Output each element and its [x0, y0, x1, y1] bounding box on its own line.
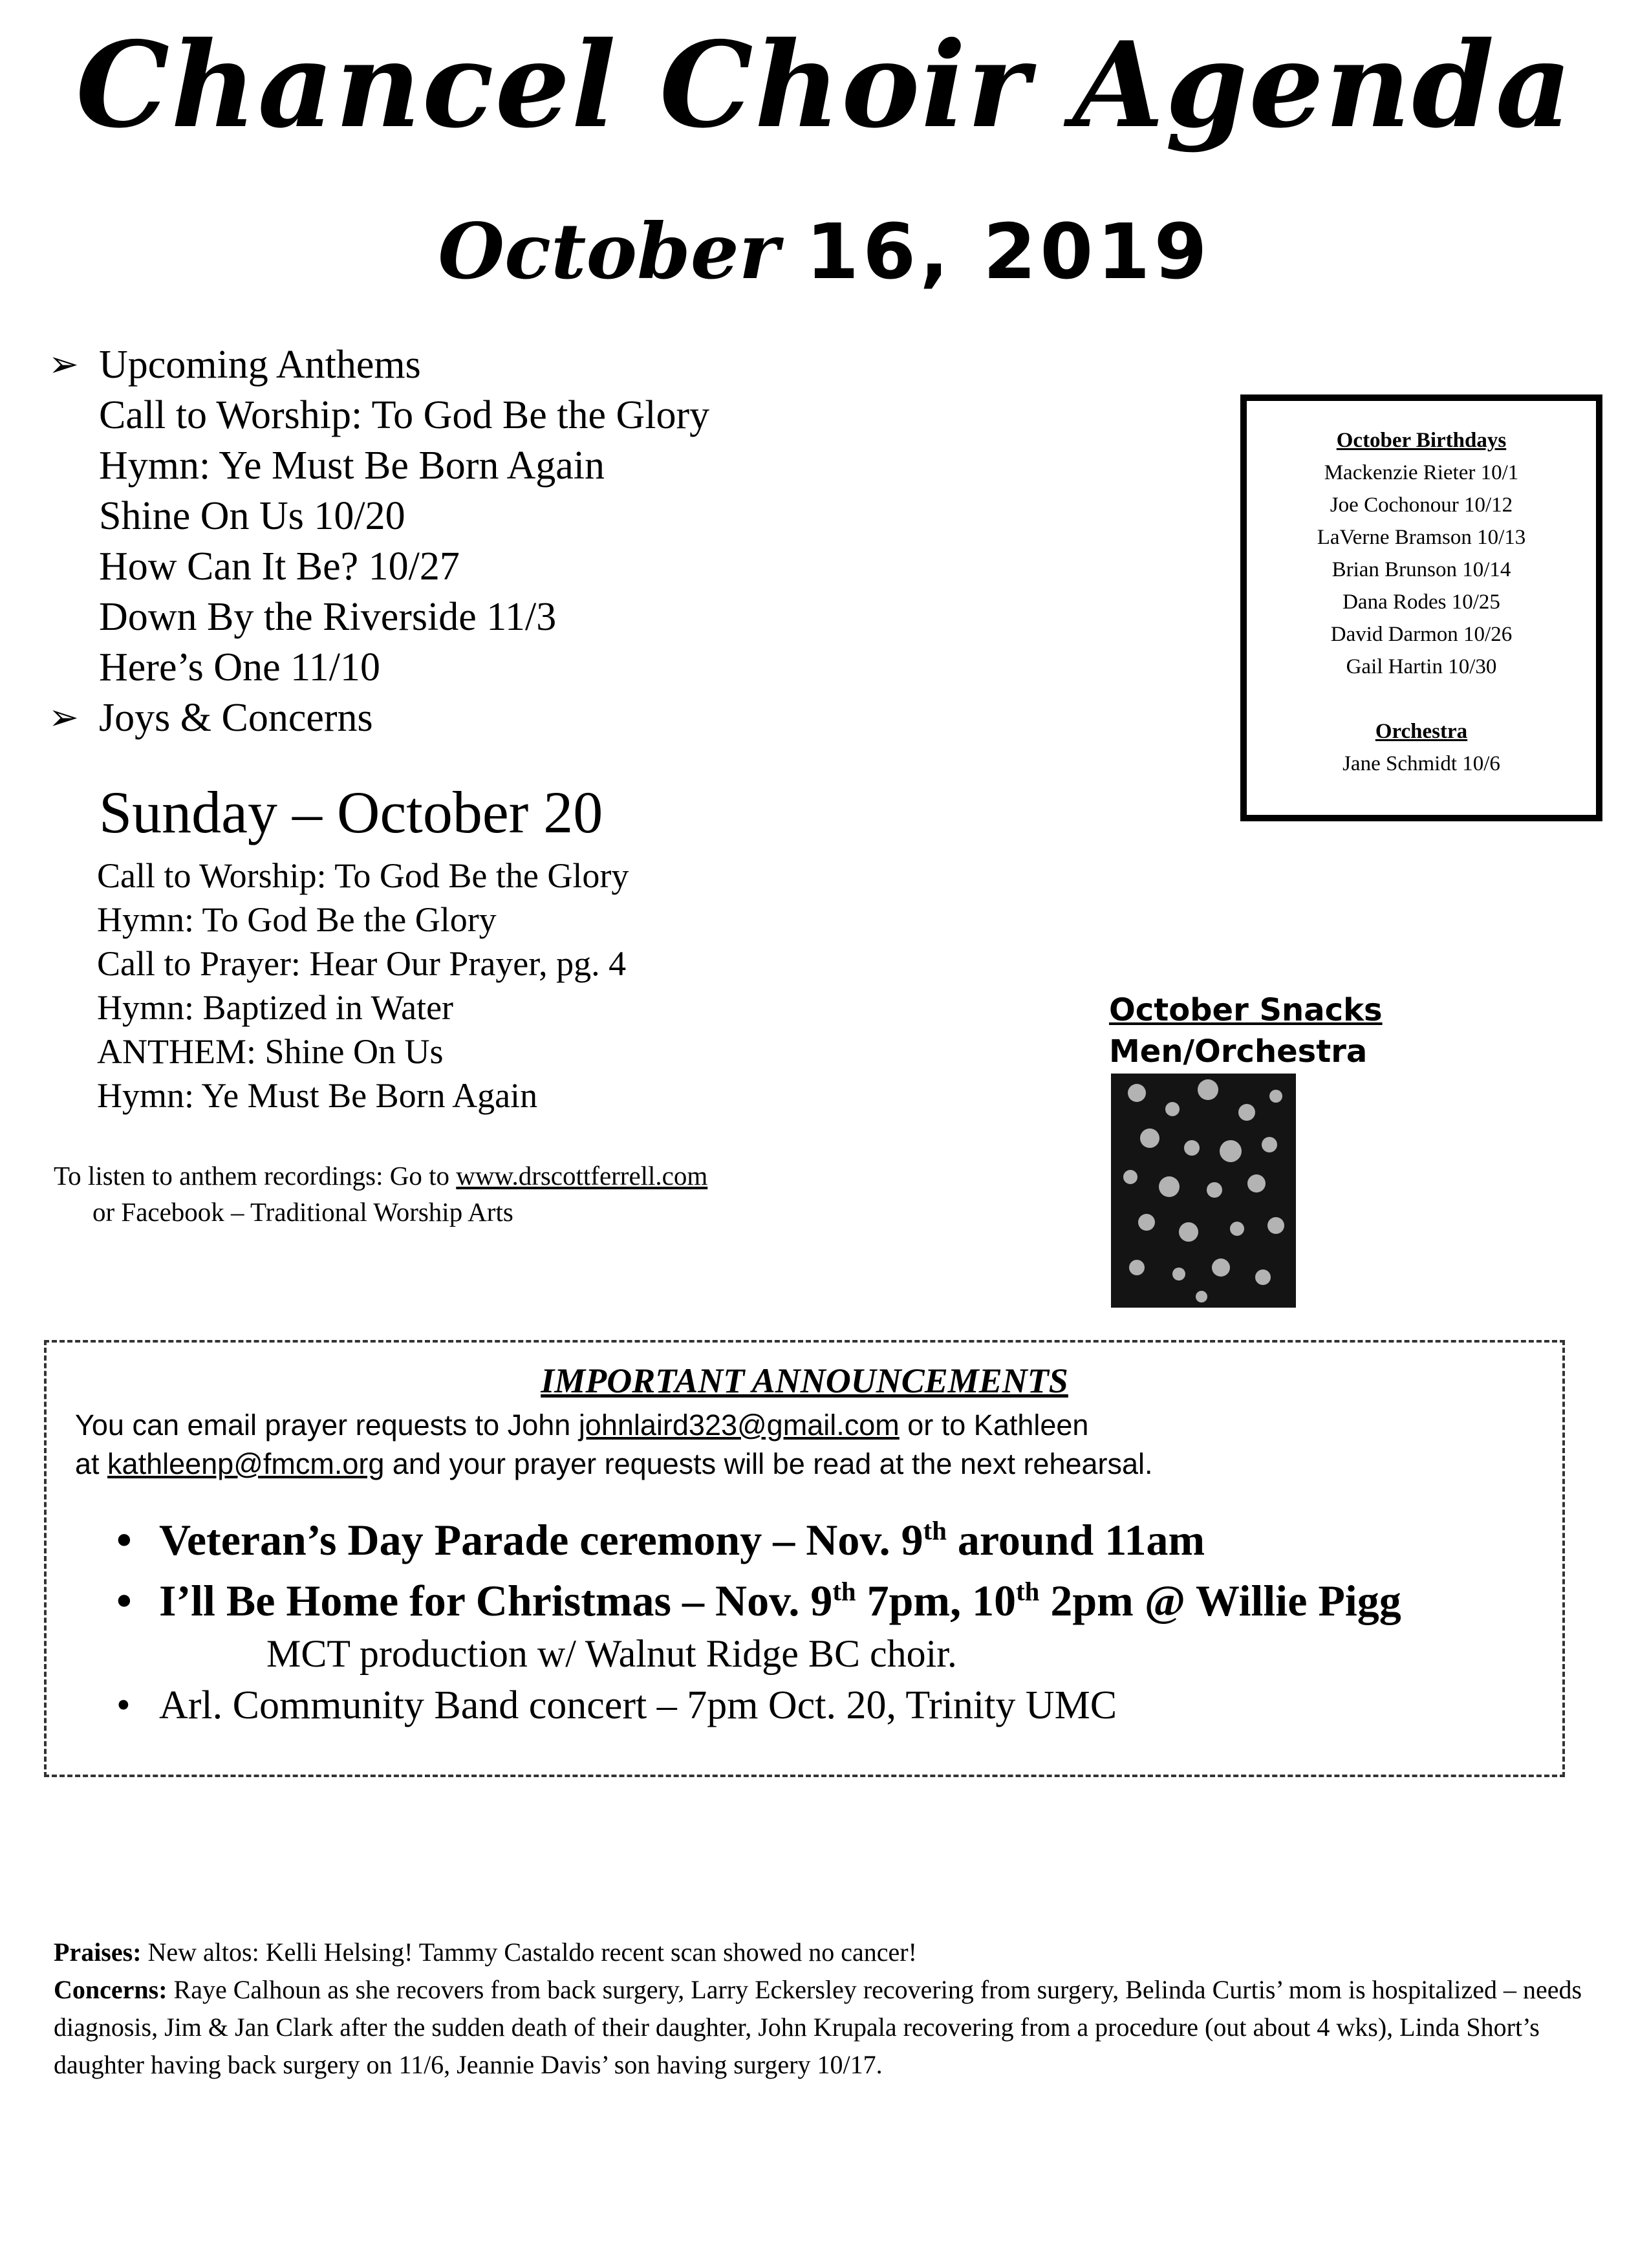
- christmas-show-b: 7pm, 10: [856, 1576, 1017, 1625]
- orchestra-heading: Orchestra: [1375, 720, 1468, 743]
- announcements-list: [111, 1509, 1401, 1734]
- list-item: Hymn: Ye Must Be Born Again: [97, 1076, 538, 1115]
- prayer-line-2-b: and your prayer requests will be read at the next rehearsal.: [384, 1447, 1153, 1480]
- listen-line-1: [54, 1158, 707, 1194]
- sunday-order-list: [97, 854, 629, 1118]
- praises-text: New altos: Kelli Helsing! Tammy Castaldo recent scan showed no cancer!: [141, 1938, 917, 1967]
- listen-line-2: or Facebook – Traditional Worship Arts: [92, 1197, 513, 1227]
- date-month: October: [438, 206, 779, 296]
- praises-line: [54, 1934, 1593, 1971]
- list-item: [111, 1570, 1401, 1631]
- list-item: [111, 1509, 1401, 1570]
- list-item: How Can It Be? 10/27: [99, 545, 460, 589]
- arrow-bullet-icon: ➢: [48, 698, 79, 738]
- joys-concerns-label: Joys & Concerns: [99, 696, 373, 740]
- prayer-request-text: [75, 1406, 1153, 1484]
- ordinal-suffix: th: [1016, 1577, 1040, 1606]
- praises-concerns: [54, 1934, 1593, 2084]
- upcoming-anthems-label: Upcoming Anthems: [99, 343, 421, 387]
- praises-label: Praises:: [54, 1938, 142, 1967]
- band-concert-text: Arl. Community Band concert – 7pm Oct. 20, Trinity UMC: [159, 1683, 1117, 1727]
- upcoming-anthems-row: [48, 340, 709, 390]
- snacks-photo: [1111, 1074, 1296, 1308]
- list-item: Brian Brunson 10/14: [1331, 558, 1511, 581]
- list-item: Call to Prayer: Hear Our Prayer, pg. 4: [97, 944, 627, 983]
- email-link-john[interactable]: johnlaird323@gmail.com: [578, 1409, 900, 1442]
- list-item: Call to Worship: To God Be the Glory: [97, 856, 629, 895]
- christmas-show-note: MCT production w/ Walnut Ridge BC choir.: [266, 1632, 957, 1675]
- concerns-label: Concerns:: [54, 1975, 167, 2004]
- date-day-year: 16, 2019: [806, 207, 1211, 296]
- snacks-heading: October Snacks: [1109, 992, 1383, 1028]
- listen-info: [54, 1158, 707, 1230]
- list-item: David Darmon 10/26: [1330, 623, 1513, 646]
- christmas-show-c: 2pm @ Willie Pigg: [1039, 1576, 1401, 1625]
- christmas-show-a: I’ll Be Home for Christmas – Nov. 9: [159, 1576, 833, 1625]
- announcements-box: [44, 1340, 1565, 1777]
- birthdays-box: [1240, 394, 1602, 821]
- list-item: Down By the Riverside 11/3: [99, 595, 557, 639]
- agenda-date: [0, 206, 1649, 296]
- prayer-line-1-a: You can email prayer requests to John: [75, 1409, 579, 1442]
- list-item: Shine On Us 10/20: [99, 494, 405, 538]
- list-item: Joe Cochonour 10/12: [1330, 493, 1513, 517]
- bullet-dot-icon: •: [116, 1576, 132, 1625]
- list-item: Hymn: Ye Must Be Born Again: [99, 444, 605, 488]
- sunday-heading: Sunday – October 20: [99, 779, 603, 845]
- ordinal-suffix: th: [832, 1577, 856, 1606]
- arrow-bullet-icon: ➢: [48, 345, 79, 385]
- list-item: ANTHEM: Shine On Us: [97, 1032, 444, 1071]
- prayer-line-2-a: at: [75, 1447, 108, 1480]
- bullet-dot-icon: •: [116, 1683, 131, 1727]
- list-item: Here’s One 11/10: [99, 645, 381, 689]
- veterans-day-a: Veteran’s Day Parade ceremony – Nov. 9: [159, 1515, 923, 1564]
- list-item: [111, 1676, 1401, 1734]
- list-item: Jane Schmidt 10/6: [1342, 752, 1500, 775]
- bullet-dot-icon: •: [116, 1515, 132, 1564]
- list-item: Call to Worship: To God Be the Glory: [99, 393, 710, 437]
- concerns-paragraph: [54, 1971, 1593, 2084]
- spacer: [1247, 683, 1596, 715]
- email-link-kathleen[interactable]: kathleenp@fmcm.org: [107, 1447, 385, 1480]
- recordings-link[interactable]: www.drscottferrell.com: [456, 1161, 708, 1191]
- list-item: Dana Rodes 10/25: [1342, 590, 1500, 614]
- snacks-photo-texture: [1111, 1074, 1296, 1308]
- prayer-line-1-b: or to Kathleen: [899, 1409, 1089, 1442]
- announcements-title: IMPORTANT ANNOUNCEMENTS: [541, 1361, 1068, 1400]
- concerns-text: Raye Calhoun as she recovers from back surgery, Larry Eckersley recovering from surgery, Belinda Curtis’ mom is hospitalized – needs diagnosis, Jim & Jan Clark after the sudden death of their daughter, John Krupala recovering from a procedure (out about 4 wks), Linda Short’s daughter having back surgery on 11/6, Jeannie Davis’ son having surgery 10/17.: [54, 1975, 1582, 2079]
- ordinal-suffix: th: [923, 1516, 947, 1546]
- prayer-line-2: [75, 1445, 1153, 1484]
- list-item: Mackenzie Rieter 10/1: [1324, 461, 1519, 484]
- list-item: Gail Hartin 10/30: [1346, 655, 1497, 678]
- list-item: Hymn: Baptized in Water: [97, 988, 454, 1027]
- list-item: LaVerne Bramson 10/13: [1317, 526, 1526, 549]
- listen-prefix: To listen to anthem recordings: Go to: [54, 1161, 457, 1191]
- list-item: Hymn: To God Be the Glory: [97, 900, 497, 939]
- birthdays-heading: October Birthdays: [1336, 429, 1507, 452]
- snacks-info: [1109, 989, 1383, 1072]
- agenda-list: [48, 340, 709, 743]
- page-title: Chancel Choir Agenda: [76, 16, 1573, 154]
- veterans-day-b: around 11am: [946, 1515, 1205, 1564]
- joys-concerns-row: [48, 693, 709, 743]
- prayer-line-1: [75, 1406, 1153, 1445]
- snacks-group: Men/Orchestra: [1109, 1033, 1368, 1070]
